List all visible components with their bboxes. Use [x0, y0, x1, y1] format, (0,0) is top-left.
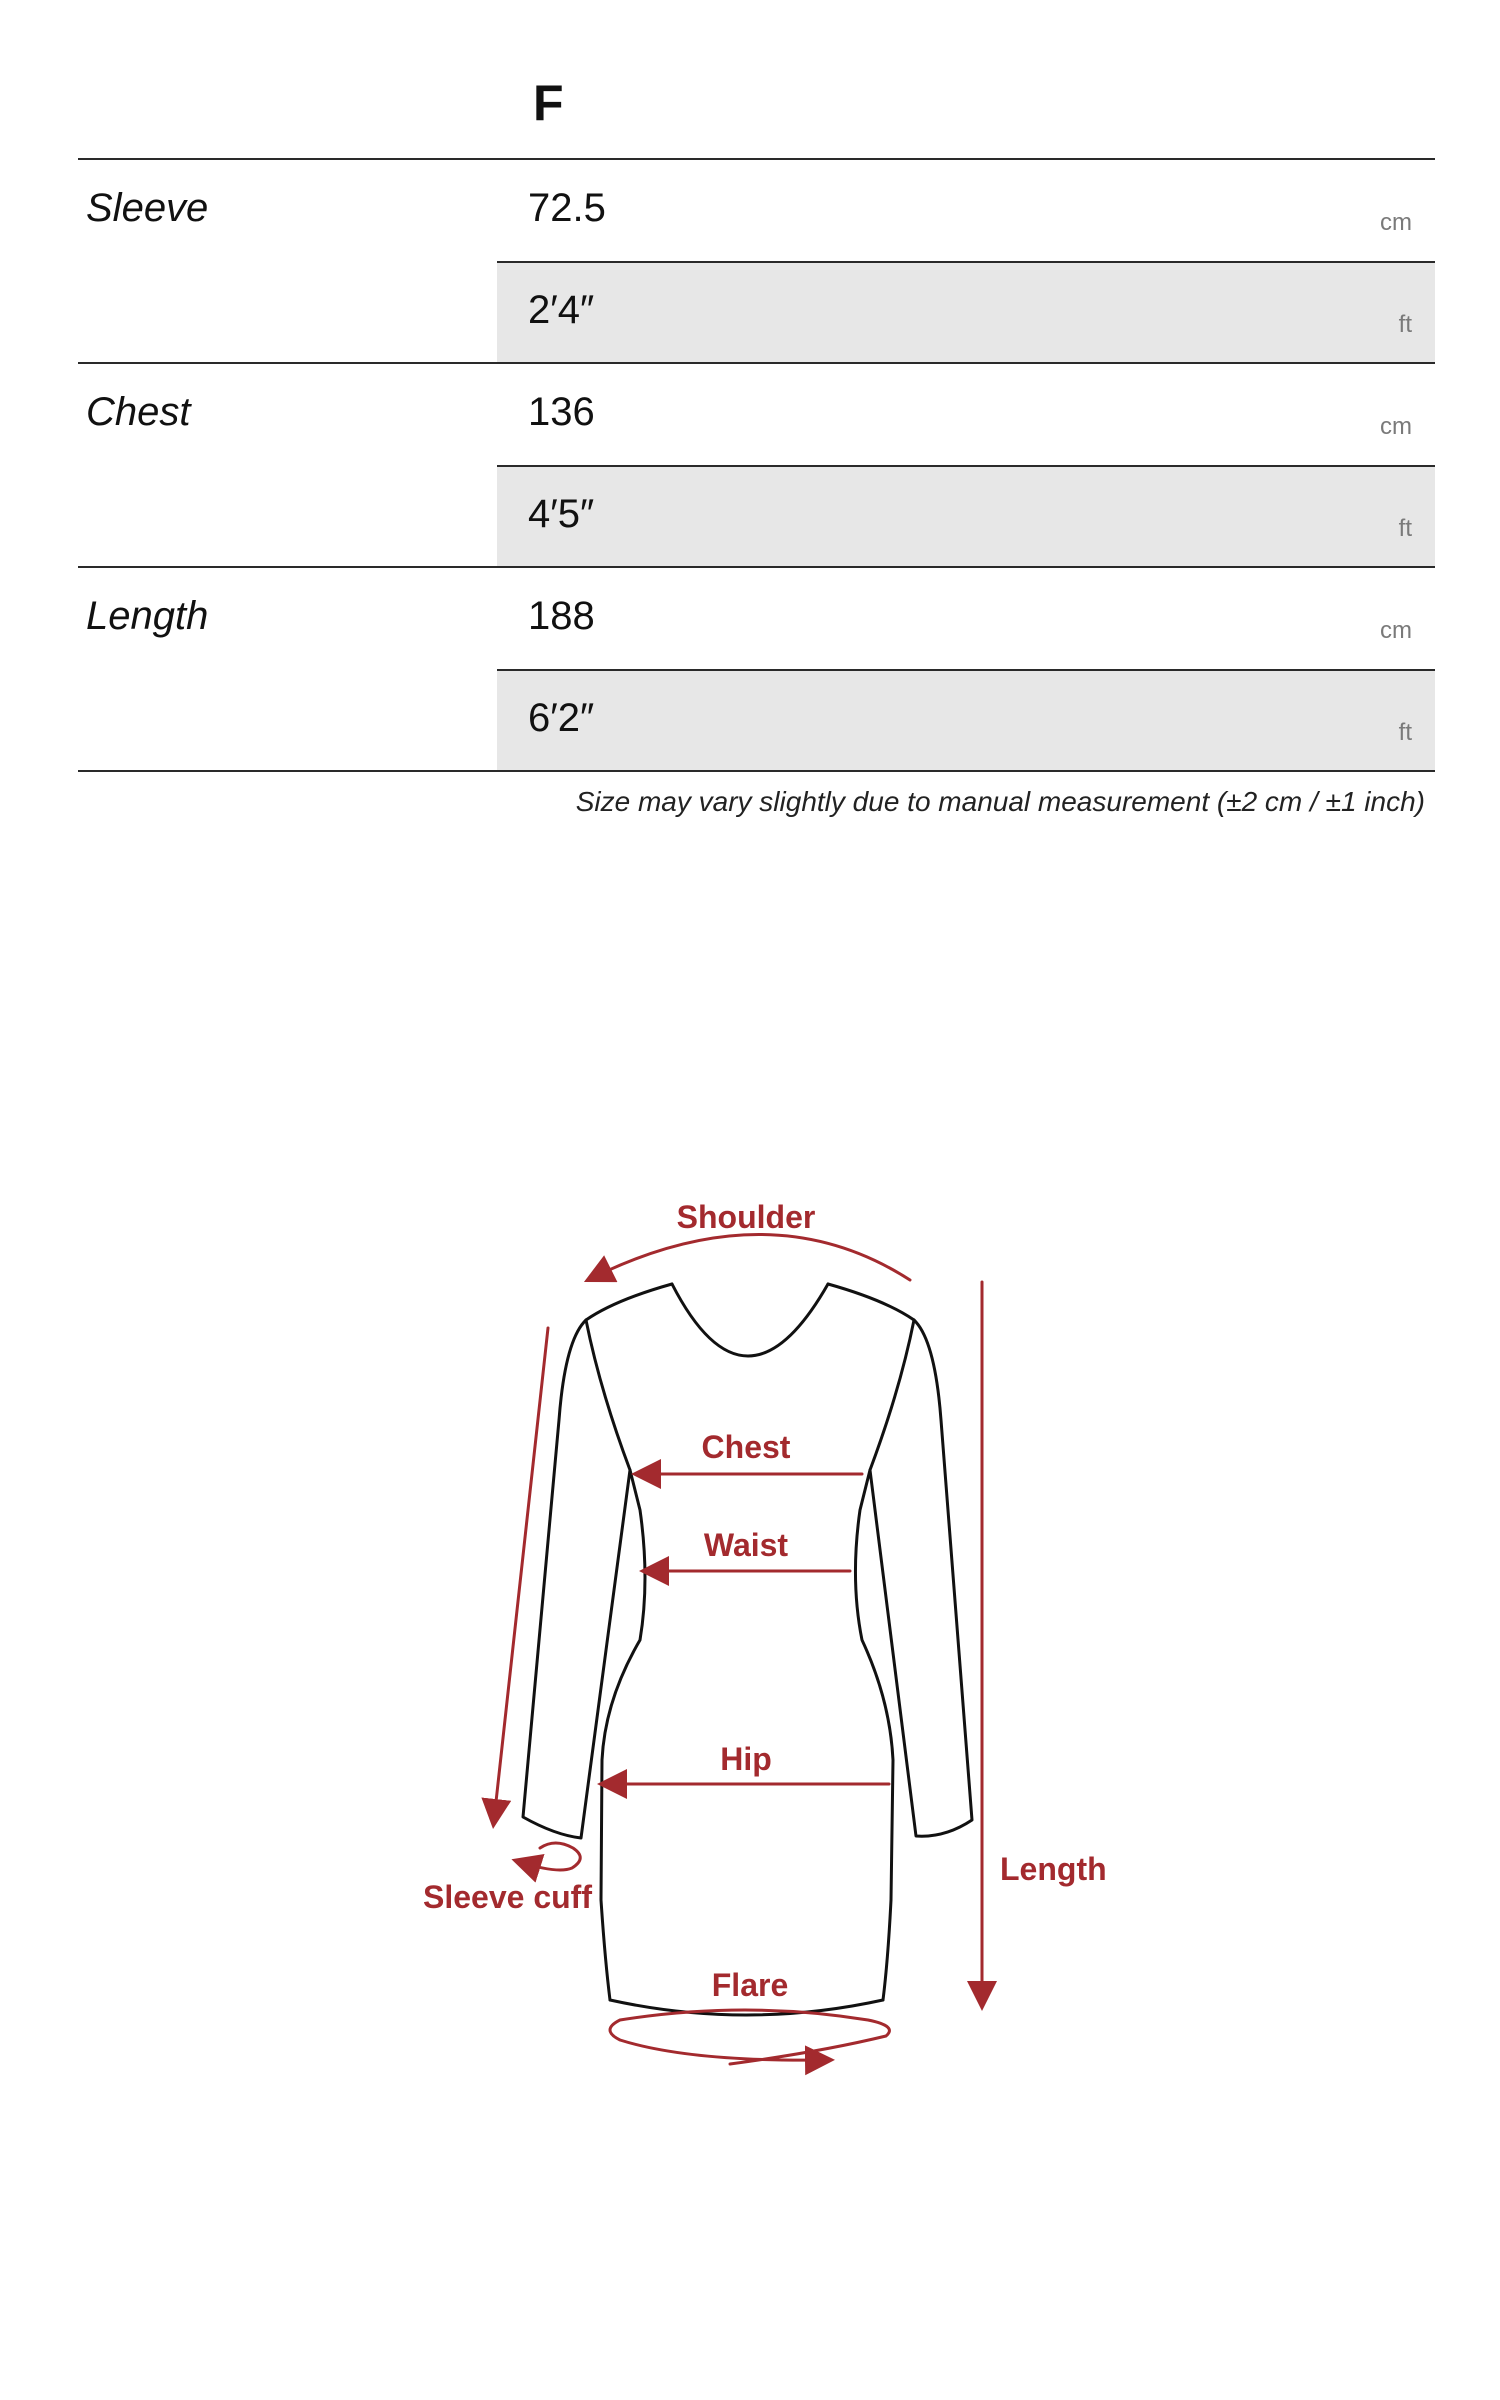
- unit-ft-label: ft: [1398, 515, 1412, 542]
- row-label-chest: Chest: [86, 390, 191, 434]
- chest-ft-row-bg: [497, 466, 1435, 566]
- size-column-header: F: [533, 75, 564, 131]
- hip-label: Hip: [720, 1741, 772, 1777]
- waist-label: Waist: [703, 1527, 789, 1563]
- length-ft-value: 6′2″: [528, 696, 595, 740]
- length-label: Length: [1000, 1851, 1107, 1887]
- diagram-labels: [423, 1199, 1107, 2003]
- shoulder-label: Shoulder: [676, 1199, 816, 1235]
- flare-label: Flare: [711, 1967, 789, 2003]
- chest-cm-value: 136: [528, 390, 595, 434]
- sleeve-ft-value: 2′4″: [528, 288, 595, 332]
- chest-ft-value: 4′5″: [528, 492, 595, 536]
- row-label-length: Length: [86, 594, 209, 638]
- chest-divider: [497, 465, 1435, 467]
- measurement-note: Size may vary slightly due to manual measurement (±2 cm / ±1 inch): [575, 786, 1425, 817]
- length-divider: [497, 669, 1435, 671]
- measurement-arrows: [494, 1234, 982, 2064]
- row-label-sleeve: Sleeve: [86, 186, 209, 230]
- right-shoulder: [828, 1284, 914, 1320]
- hem: [610, 2000, 883, 2015]
- sleeve-ft-row-bg: [497, 262, 1435, 362]
- left-sleeve: [523, 1320, 630, 1838]
- table-top-rule: [78, 158, 1435, 160]
- row-rule: [78, 362, 1435, 364]
- chest-label: Chest: [701, 1429, 791, 1465]
- unit-cm-label: cm: [1380, 617, 1412, 644]
- shoulder-arrow: [592, 1234, 910, 1280]
- flare-arrow: [610, 2010, 889, 2064]
- left-body-edge: [586, 1320, 645, 2000]
- sleeve-cm-value: 72.5: [528, 186, 606, 230]
- sleeve-divider: [497, 261, 1435, 263]
- unit-ft-label: ft: [1398, 311, 1412, 338]
- length-cm-value: 188: [528, 594, 595, 638]
- sleeve-arrow: [494, 1328, 548, 1820]
- right-body-edge: [855, 1320, 914, 2000]
- table-bottom-rule: [78, 770, 1435, 772]
- unit-cm-label: cm: [1380, 209, 1412, 236]
- dress-outline: [523, 1284, 972, 2015]
- row-rule: [78, 566, 1435, 568]
- sleeve-cuff-arrow: [520, 1843, 580, 1870]
- unit-cm-label: cm: [1380, 413, 1412, 440]
- length-ft-row-bg: [497, 670, 1435, 770]
- right-sleeve: [870, 1320, 972, 1836]
- sleeve-cuff-label: Sleeve cuff: [423, 1879, 592, 1915]
- neckline: [672, 1284, 828, 1356]
- left-shoulder: [586, 1284, 672, 1320]
- unit-ft-label: ft: [1398, 719, 1412, 746]
